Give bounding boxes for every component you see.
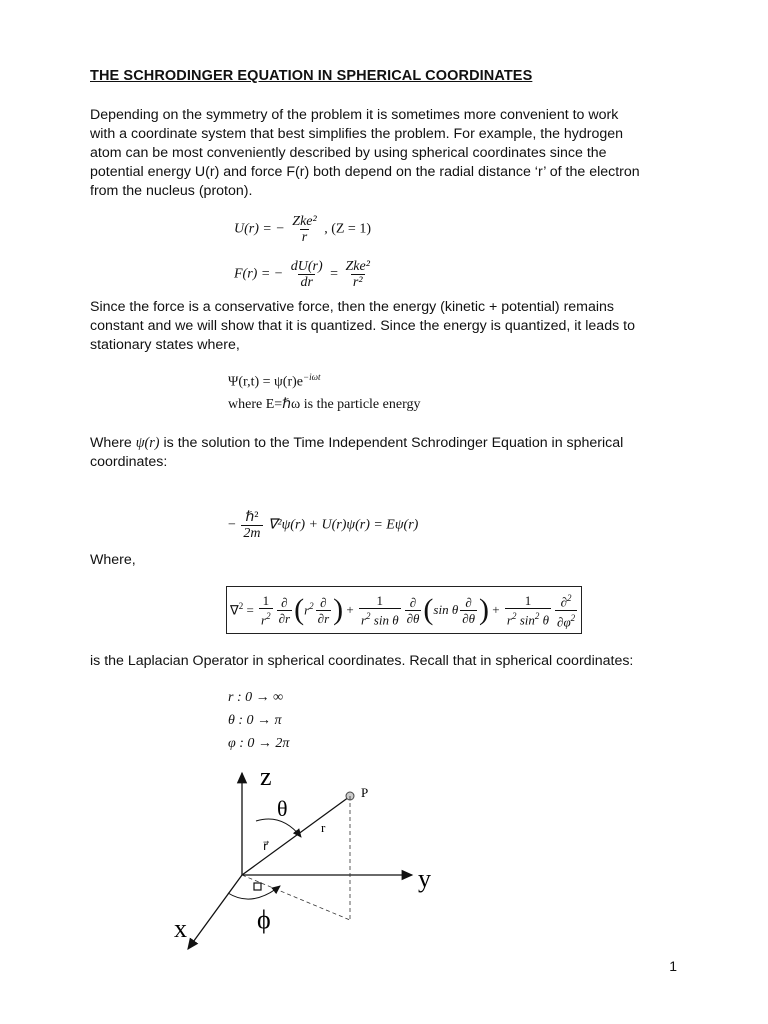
potential-denominator: r (301, 230, 308, 245)
potential-numerator: Zke² (292, 214, 317, 229)
energy-note: where E=ℏω is the particle energy (228, 397, 421, 412)
coordinate-ranges (228, 686, 289, 755)
force-equation (234, 259, 374, 290)
conservative-paragraph (90, 298, 690, 355)
laplacian-box (226, 586, 582, 634)
force-numerator-1: dU(r) (290, 259, 323, 274)
where-paragraph (90, 434, 690, 472)
theta-arc (256, 819, 301, 837)
potential-equation (234, 214, 371, 245)
potential-lhs: U(r) = − (234, 221, 285, 237)
intro-line-5: from the nucleus (proton). (90, 183, 253, 199)
y-label: y (418, 864, 431, 893)
stationary-equation (228, 372, 320, 391)
tise-equation: − $\frac{\text{ℏ²}}{2m}$ ∇²ψ(r) + U(r)ψ(r) = Eψ(r) (228, 510, 419, 541)
range-r: r : 0 → ∞ (228, 690, 284, 705)
laplacian-equation: ∇$^2$ = $\frac{1}{r^2}$ $\frac{\partial}{\partial r}$ ( $r^2$ $\frac{\partial}{\partial r}$ ) + $\frac{1}{r^2 \sin \theta}$ $\frac{\partial}{\partial\theta}$ ( sin θ $\frac{\partial}{\partial\theta}$ ) + $\frac{1}{r^2 \sin^2 \theta}$ $\frac{\partial^2}{\partial\varphi^2}$ (230, 592, 576, 629)
force-lhs: F(r) = − (234, 266, 284, 282)
where-label: Where, (90, 552, 136, 568)
p-label: P (361, 785, 369, 800)
potential-note: , (Z = 1) (324, 221, 371, 237)
radius-vector (242, 797, 349, 875)
z-label: z (260, 762, 272, 791)
intro-line-4: potential energy U(r) and force F(r) both depend on the radial distance ‘r’ of the electron (90, 164, 640, 180)
range-phi: φ : 0 → 2π (228, 736, 290, 751)
potential-fraction (290, 214, 318, 245)
intro-line-3: atom can be most conveniently described by using spherical coordinates since the (90, 145, 607, 161)
stationary-exponent: −iωt (303, 372, 321, 382)
intro-line-2: with a coordinate system that best simplifies the problem. For example, the hydrogen (90, 126, 624, 142)
page-title: THE SCHRODINGER EQUATION IN SPHERICAL COORDINATES (90, 68, 533, 84)
r-vector-label: r⃗ (263, 839, 268, 853)
tise-coef-num: ℏ² (245, 510, 259, 525)
where-psi: ψ(r) (135, 435, 160, 451)
intro-paragraph (90, 106, 690, 201)
force-fraction-2 (344, 259, 372, 290)
stationary-equation-main: Ψ(r,t) = ψ(r)e (228, 374, 304, 390)
force-denominator-2: r² (352, 275, 363, 290)
tise-rest: ∇²ψ(r) + U(r)ψ(r) = Eψ(r) (268, 517, 419, 533)
x-label: x (174, 914, 187, 943)
r-label: r (321, 820, 326, 835)
force-numerator-2: Zke² (345, 259, 370, 274)
phi-label: ϕ (257, 905, 271, 934)
force-fraction-1 (289, 259, 325, 290)
conservative-line-2: constant and we will show that it is quantized. Since the energy is quantized, it leads to (90, 318, 635, 334)
page-number: 1 (669, 958, 677, 974)
where-line-2: coordinates: (90, 454, 168, 470)
where-line-1 (90, 434, 690, 453)
force-denominator-1: dr (300, 275, 313, 290)
laplacian-description: is the Laplacian Operator in spherical coordinates. Recall that in spherical coordinates: (90, 653, 634, 669)
tise-coef-den: 2m (243, 526, 261, 541)
range-theta: θ : 0 → π (228, 713, 282, 728)
x-axis (188, 875, 242, 949)
origin-square (254, 883, 261, 890)
where-prefix: Where (90, 435, 132, 451)
where-suffix: is the solution to the Time Independent Schrodinger Equation in spherical (163, 435, 624, 451)
conservative-line-3: stationary states where, (90, 337, 240, 353)
intro-line-1: Depending on the symmetry of the problem it is sometimes more convenient to work (90, 107, 619, 123)
conservative-line-1: Since the force is a conservative force, then the energy (kinetic + potential) remains (90, 299, 615, 315)
theta-label: θ (277, 796, 288, 821)
tise-coefficient (241, 510, 262, 541)
force-equals: = (330, 266, 339, 282)
spherical-coordinates-figure (160, 755, 460, 955)
